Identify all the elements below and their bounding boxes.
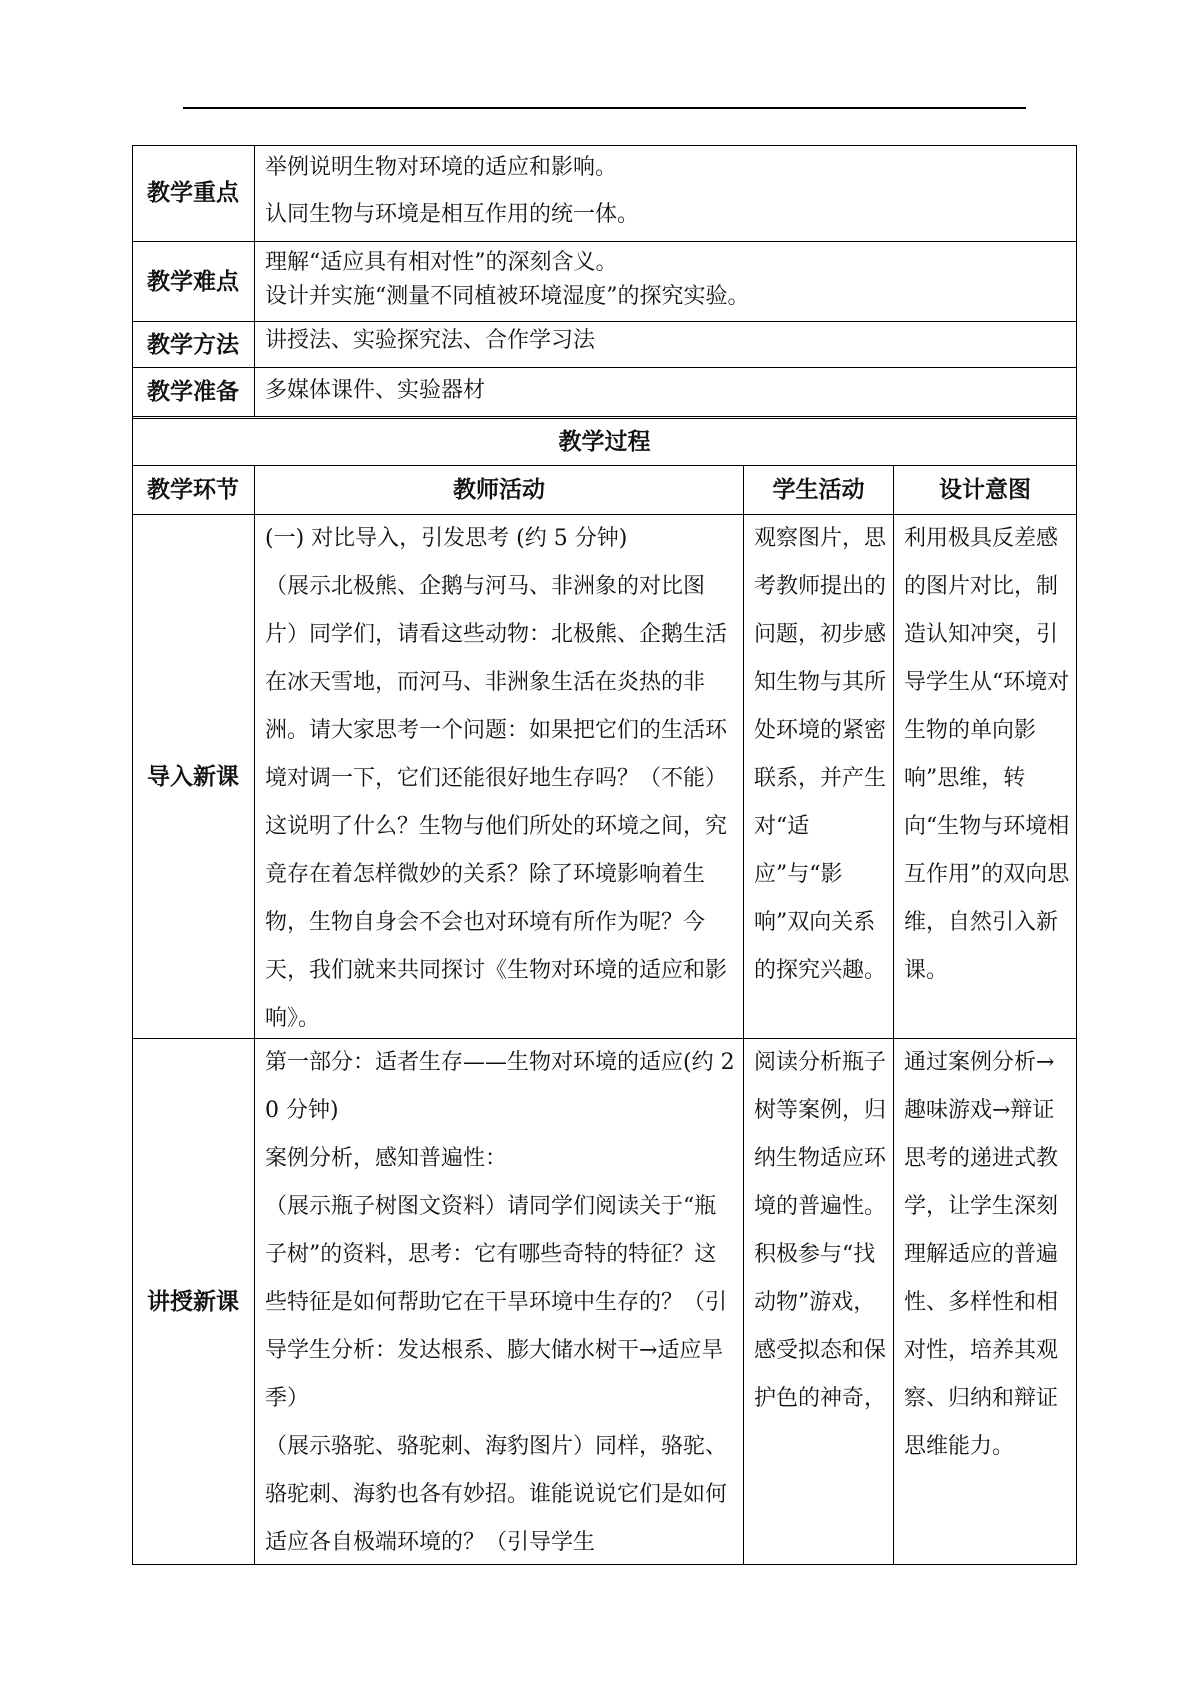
column-header-stage: 教学环节 [147, 476, 239, 503]
label-methods: 教学方法 [147, 330, 239, 358]
teacher-paragraph: （展示北极熊、企鹅与河马、非洲象的对比图片）同学们，请看这些动物：北极熊、企鹅生活在冰天雪地，而河马、非洲象生活在炎热的非洲。请大家思考一个问题：如果把它们的生活环境对调一下，它们还能很好地生存吗？（不能）这说明了什么？生物与他们所处的环境之间，究竟存在着怎样微妙的关系？除了环境影响着生物，生物自身会不会也对环境有所作为呢？今天，我们就来共同探讨《生物对环境的适应和影响》。 [265, 574, 728, 1031]
teacher-paragraph: 案例分析，感知普遍性： [265, 1146, 508, 1171]
teacher-paragraph: 第一部分：适者生存——生物对环境的适应(约 20 分钟) [265, 1050, 735, 1123]
preparation-content [255, 368, 1076, 416]
teacher-paragraph: （展示骆驼、骆驼刺、海豹图片）同样，骆驼、骆驼刺、海豹也各有妙招。谁能说说它们是如何适应各自极端环境的？（引导学生 [265, 1434, 728, 1555]
col-divider-stage [254, 465, 255, 1565]
column-header-teacher: 教师活动 [453, 476, 545, 503]
column-header-intent: 设计意图 [939, 476, 1031, 503]
lesson-plan-table [132, 145, 1077, 1565]
student-paragraph: 观察图片，思考教师提出的问题，初步感知生物与其所处环境的紧密联系，并产生对“适应”与“影响”双向关系的探究兴趣。 [754, 526, 887, 983]
teacher-paragraph: (一) 对比导入，引发思考 (约 5 分钟) [265, 526, 628, 551]
student-activity-intro [754, 515, 886, 1038]
process-title: 教学过程 [558, 428, 651, 455]
col-divider-student [893, 465, 894, 1565]
key-point-line: 举例说明生物对环境的适应和影响。 [265, 155, 618, 180]
page-header-rule [183, 107, 1026, 109]
label-preparation: 教学准备 [147, 378, 239, 405]
design-intent-intro [904, 515, 1070, 1038]
intent-paragraph: 通过案例分析→趣味游戏→辩证思考的递进式教学，让学生深刻理解适应的普遍性、多样性和相对性，培养其观察、归纳和辩证思维能力。 [904, 1050, 1059, 1459]
key-points-content [255, 145, 1076, 241]
intent-paragraph: 利用极具反差感的图片对比，制造认知冲突，引导学生从“环境对生物的单向影响”思维，转向“生物与环境相互作用”的双向思维，自然引入新课。 [904, 526, 1070, 983]
label-difficulties: 教学难点 [147, 267, 239, 295]
difficulties-content [255, 242, 1076, 321]
difficulty-line: 理解“适应具有相对性”的深刻含义。 [265, 250, 618, 275]
col-divider-teacher [743, 465, 744, 1565]
design-intent-new-lesson [904, 1039, 1070, 1564]
teacher-activity-intro [265, 515, 735, 1038]
preparation-line: 多媒体课件、实验器材 [265, 378, 486, 403]
methods-line: 讲授法、实验探究法、合作学习法 [265, 328, 596, 353]
methods-content [255, 322, 1076, 367]
teacher-paragraph: （展示瓶子树图文资料）请同学们阅读关于“瓶子树”的资料，思考：它有哪些奇特的特征？这些特征是如何帮助它在干旱环境中生存的？（引导学生分析：发达根系、膨大储水树干→适应旱季） [265, 1194, 728, 1411]
difficulty-line: 设计并实施“测量不同植被环境湿度”的探究实验。 [265, 284, 750, 309]
key-point-line: 认同生物与环境是相互作用的统一体。 [265, 202, 640, 227]
student-paragraph: 阅读分析瓶子树等案例，归纳生物适应环境的普遍性。 [754, 1050, 887, 1219]
row-divider [132, 416, 1077, 417]
student-activity-new-lesson [754, 1039, 886, 1564]
table-border-right [1076, 145, 1077, 1565]
teacher-activity-new-lesson [265, 1039, 735, 1564]
column-header-student: 学生活动 [772, 476, 865, 503]
stage-intro: 导入新课 [147, 762, 239, 790]
label-key-points: 教学重点 [147, 179, 239, 206]
stage-new-lesson: 讲授新课 [147, 1287, 239, 1315]
student-paragraph: 积极参与“找动物”游戏，感受拟态和保护色的神奇， [754, 1242, 887, 1411]
